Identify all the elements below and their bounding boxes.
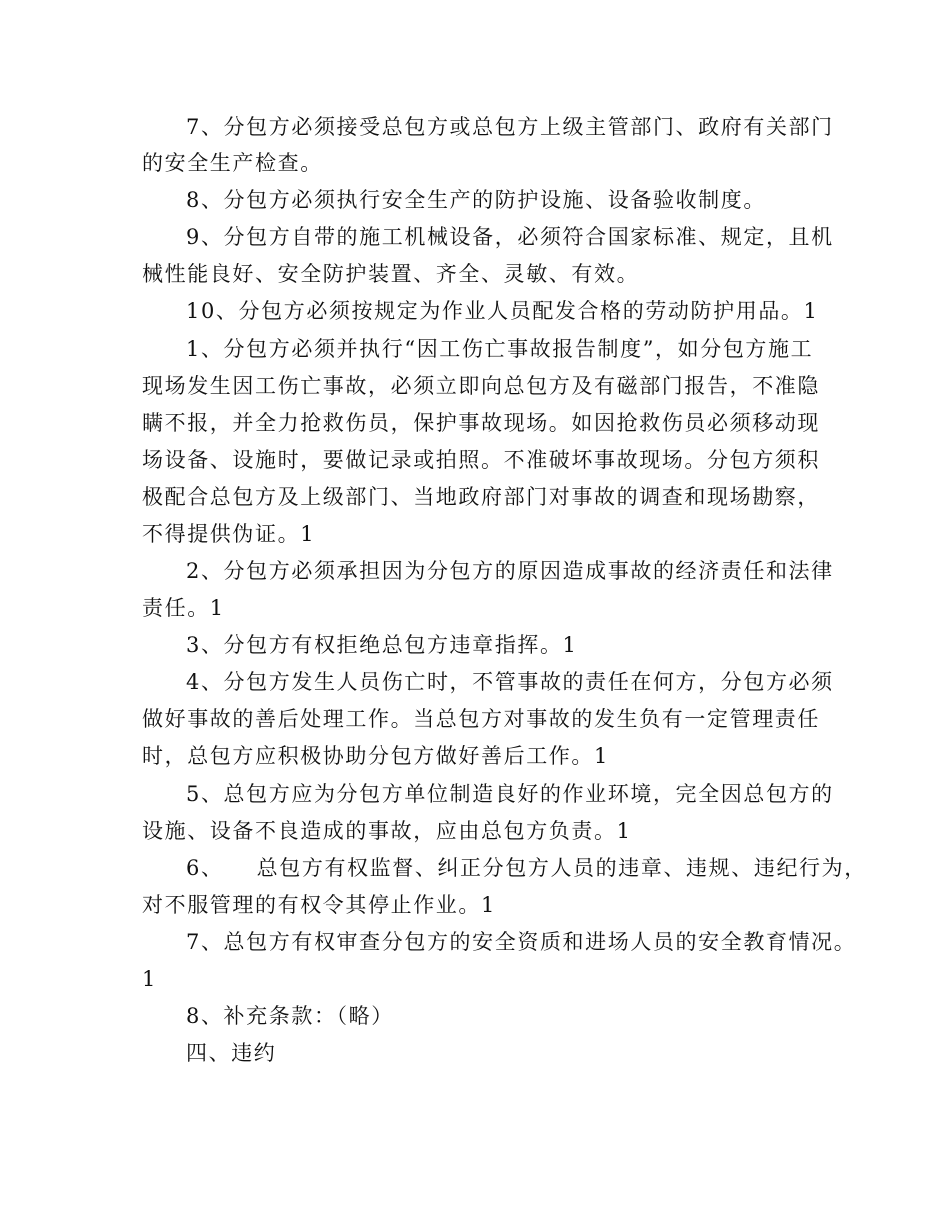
- text-line: 1: [142, 967, 157, 991]
- text-line: 极配合总包方及上级部门、当地政府部门对事故的调查和现场勘察，: [142, 485, 820, 509]
- text-line: 时，总包方应积极协助分包方做好善后工作。1: [142, 744, 609, 768]
- text-line: 瞒不报，并全力抢救伤员，保护事故现场。如因抢救伤员必须移动现: [142, 411, 820, 435]
- text-line: 不得提供伪证。1: [142, 522, 316, 546]
- section-heading: 四、违约: [186, 1041, 277, 1065]
- text-line: 现场发生因工伤亡事故，必须立即向总包方及有磁部门报告，不准隐: [142, 374, 820, 398]
- text-line: 6、 总包方有权监督、纠正分包方人员的违章、违规、违纪行为，: [186, 856, 867, 880]
- text-line: 9、分包方自带的施工机械设备，必须符合国家标准、规定，且机: [186, 225, 834, 249]
- text-line: 械性能良好、安全防护装置、齐全、灵敏、有效。: [142, 262, 640, 286]
- text-line: 1、分包方必须并执行“因工伤亡事故报告制度”，如分包方施工: [186, 337, 814, 361]
- text-line: 责任。1: [142, 596, 225, 620]
- text-line: 7、总包方有权审查分包方的安全资质和进场人员的安全教育情况。: [186, 930, 857, 954]
- text-line: 3、分包方有权拒绝总包方违章指挥。1: [186, 633, 578, 657]
- text-line: 10、分包方必须按规定为作业人员配发合格的劳动防护用品。1: [186, 299, 819, 323]
- text-line: 对不服管理的有权令其停止作业。1: [142, 893, 496, 917]
- text-line: 8、分包方必须执行安全生产的防护设施、设备验收制度。: [186, 188, 766, 212]
- text-line: 的安全生产检查。: [142, 151, 323, 175]
- text-line: 5、总包方应为分包方单位制造良好的作业环境，完全因总包方的: [186, 782, 834, 806]
- text-line: 4、分包方发生人员伤亡时，不管事故的责任在何方，分包方必须: [186, 670, 834, 694]
- text-line: 7、分包方必须接受总包方或总包方上级主管部门、政府有关部门: [186, 115, 834, 139]
- text-line: 设施、设备不良造成的事故，应由总包方负责。1: [142, 819, 632, 843]
- text-line: 8、补充条款：（略）: [186, 1004, 394, 1028]
- text-line: 做好事故的善后处理工作。当总包方对事故的发生负有一定管理责任: [142, 707, 820, 731]
- text-line: 场设备、设施时，要做记录或拍照。不准破坏事故现场。分包方须积: [142, 448, 820, 472]
- text-line: 2、分包方必须承担因为分包方的原因造成事故的经济责任和法律: [186, 559, 834, 583]
